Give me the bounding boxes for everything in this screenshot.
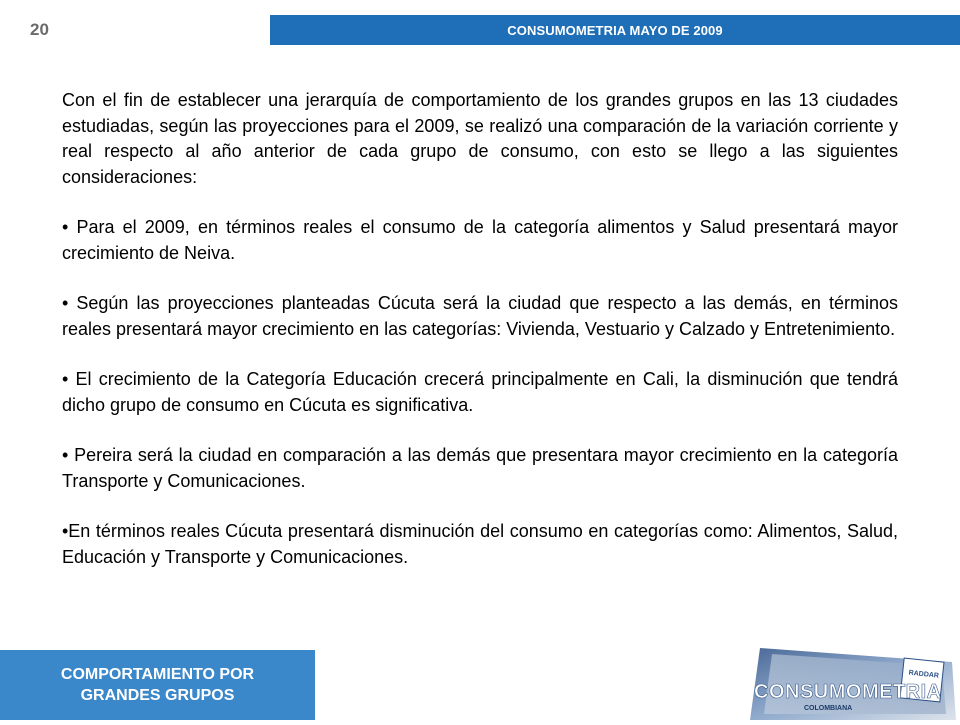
logo-main-text: CONSUMOMETRIA — [754, 681, 942, 703]
bullet-paragraph-pereira: • Pereira será la ciudad en comparación a las demás que presentara mayor crecimiento en la categoría Transporte y Comunicaciones. — [62, 445, 898, 491]
header-title: CONSUMOMETRIA MAYO DE 2009 — [507, 22, 723, 38]
logo-brand: RADDAR — [908, 669, 940, 680]
section-label-line2: GRANDES GRUPOS — [80, 687, 235, 704]
bullet-paragraph-cali-education: • El crecimiento de la Categoría Educación crecerá principalmente en Cali, la disminución que tendrá dicho grupo de consumo en Cúcuta es significativa. — [62, 369, 898, 415]
intro-paragraph: Con el fin de establecer una jerarquía de comportamiento de los grandes grupos en las 13 ciudades estudiadas, según las proyecciones para el 2009, se realizó una comparación de la variación corriente y real respecto al año anterior de cada grupo de consumo, con esto se llego a las siguientes consideraciones: — [62, 90, 898, 187]
section-label-box — [0, 650, 315, 720]
bullet-paragraph-neiva: • Para el 2009, en términos reales el consumo de la categoría alimentos y Salud presentará mayor crecimiento de Neiva. — [62, 217, 898, 263]
bullet-paragraph-cucuta-growth: • Según las proyecciones planteadas Cúcuta será la ciudad que respecto a las demás, en términos reales presentará mayor crecimiento en las categorías: Vivienda, Vestuario y Calzado y Entretenimiento. — [62, 293, 898, 339]
logo-small-text: COLOMBIANA — [804, 705, 853, 712]
body-content — [62, 88, 898, 595]
section-label-line1: COMPORTAMIENTO POR — [60, 666, 255, 683]
page-number: 20 — [30, 20, 49, 39]
consumometria-logo — [742, 640, 960, 720]
header-title-bar — [270, 15, 960, 45]
bullet-paragraph-cucuta-decrease: •En términos reales Cúcuta presentará disminución del consumo en categorías como: Alimentos, Salud, Educación y Transporte y Comunicaciones. — [62, 521, 898, 567]
consumometria-logo-graphic — [742, 640, 960, 720]
